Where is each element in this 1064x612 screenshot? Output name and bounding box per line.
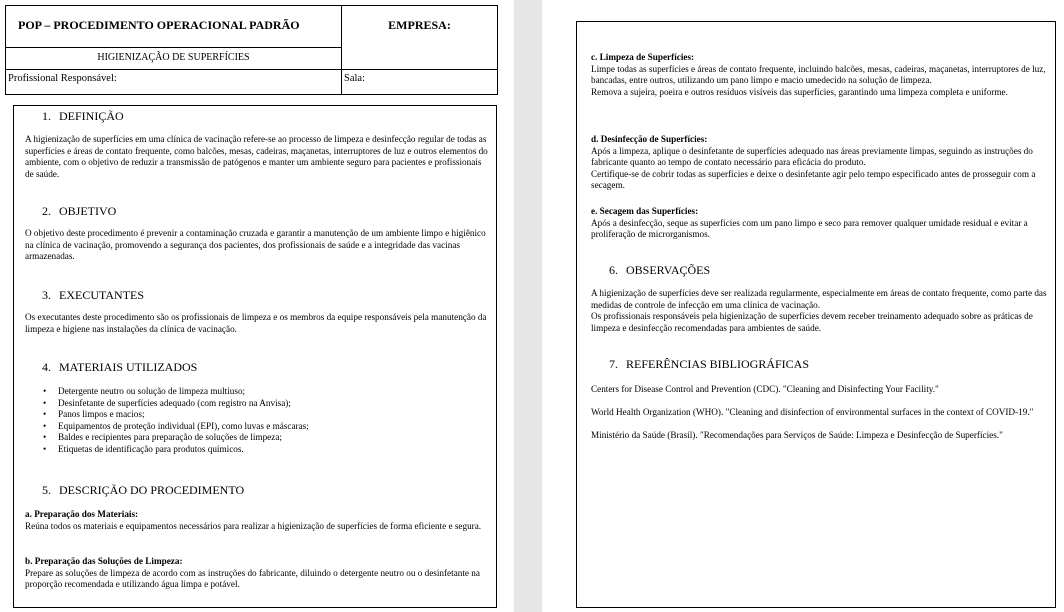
paragraph: Remova a sujeira, poeira e outros resíduos visíveis das superfícies, garantindo uma limpeza completa e uniforme. [591, 86, 1008, 97]
content-box-right [576, 21, 1056, 608]
section-label: OBJETIVO [59, 204, 117, 218]
step-title: d. Desinfecção de Superfícies: [591, 134, 708, 144]
section-title-observacoes [609, 263, 710, 277]
section-number: 1. [42, 109, 51, 123]
section-label: OBSERVAÇÕES [626, 263, 711, 277]
paragraph: A higienização de superfícies deve ser realizada regularmente, especialmente em áreas de contato frequente, como parte das medidas de controle de infecção em uma clínica de vacinação. [591, 288, 1047, 310]
references-list [591, 384, 1047, 453]
section-number: 6. [609, 263, 618, 277]
header-subtitle-cell [5, 47, 342, 70]
paragraph: Após a desinfecção, seque as superfícies com um pano limpo e seco para remover qualquer umidade residual e evitar a proliferação de microrganismos. [591, 217, 1028, 239]
header-room-cell [341, 69, 498, 95]
professional-label: Profissional Responsável: [8, 73, 117, 84]
header-company-cell [341, 5, 498, 70]
procedure-step-a [25, 509, 490, 532]
paragraph: Certifique-se de cobrir todas as superfícies e deixe o desinfetante agir pelo tempo especificado antes de prosseguir com a secagem. [591, 168, 1036, 190]
procedure-step-b [25, 556, 490, 591]
step-title: e. Secagem das Superfícies: [591, 206, 699, 216]
section-text-definicao [25, 134, 490, 180]
section-text-objetivo [25, 228, 490, 263]
paragraph: Reúna todos os materiais e equipamentos necessários para realizar a higienização de superfícies de forma eficiente e segura. [25, 520, 482, 531]
section-text-observacoes [591, 288, 1047, 334]
section-text-executantes [25, 312, 490, 335]
reference-item: World Health Organization (WHO). "Cleaning and disinfection of environmental surfaces in the context of COVID-19." [591, 407, 1034, 417]
step-title: a. Preparação dos Materiais: [25, 509, 139, 519]
procedure-step-d [591, 134, 1047, 192]
content-box-left [13, 105, 497, 608]
materials-list [40, 386, 490, 455]
document-subtitle: HIGIENIZAÇÃO DE SUPERFÍCIES [97, 52, 250, 63]
list-item: • Etiquetas de identificação para produtos químicos. [40, 444, 490, 456]
paragraph: Limpe todas as superfícies e áreas de contato frequente, incluindo balcões, mesas, cadeiras, maçanetas, interruptores de luz, bancadas, entre outros, utilizando um pano limpo e macio umedecido na solução de limpeza. [591, 63, 1046, 85]
section-number: 7. [609, 357, 618, 371]
section-title-materiais [42, 360, 197, 374]
paragraph: O objetivo deste procedimento é prevenir a contaminação cruzada e garantir a manutenção de um ambiente limpo e higiênico na clínica de vacinação, promovendo a segurança dos pacientes, dos profissionais de saúde e a integridade das vacinas armazenadas. [25, 228, 486, 261]
header-title-cell [5, 5, 342, 48]
section-number: 5. [42, 483, 51, 497]
section-number: 3. [42, 288, 51, 302]
procedure-step-c [591, 52, 1047, 98]
section-title-definicao [42, 109, 124, 123]
section-label: EXECUTANTES [59, 288, 145, 302]
document-title: POP – PROCEDIMENTO OPERACIONAL PADRÃO [18, 18, 300, 32]
paragraph: A higienização de superfícies em uma clínica de vacinação refere-se ao processo de limpeza e desinfecção regular de todas as superfícies e áreas de contato frequente, como balcões, mesas, cadeiras, maçanetas, interruptores de luz e outros elementos do ambiente, com o objetivo de reduzir a transmissão de patógenos e manter um ambiente seguro para pacientes e profissionais de saúde. [25, 134, 488, 179]
section-title-descricao [42, 483, 244, 497]
room-label: Sala: [344, 73, 365, 84]
section-title-objetivo [42, 204, 116, 218]
header-professional-cell [5, 69, 342, 95]
paragraph: Após a limpeza, aplique o desinfetante de superfícies adequado nas áreas previamente limpas, seguindo as instruções do fabricante quanto ao tempo de contato necessário para eficácia do produto. [591, 145, 1033, 167]
section-title-executantes [42, 288, 144, 302]
paragraph: Prepare as soluções de limpeza de acordo com as instruções do fabricante, diluindo o detergente neutro ou o desinfetante na proporção recomendada e utilizando água limpa e potável. [25, 567, 480, 589]
step-title: c. Limpeza de Superfícies: [591, 52, 695, 62]
paragraph: Os executantes deste procedimento são os profissionais de limpeza e os membros da equipe responsáveis pela manutenção da limpeza e higiene nas instalações da clínica de vacinação. [25, 312, 487, 334]
procedure-step-e [591, 206, 1047, 241]
company-label: EMPRESA: [388, 18, 451, 32]
step-title: b. Preparação das Soluções de Limpeza: [25, 556, 183, 566]
paragraph: Os profissionais responsáveis pela higienização de superfícies devem receber treinamento adequado sobre as práticas de limpeza e desinfecção recomendadas para ambientes de saúde. [591, 311, 1033, 333]
section-label: MATERIAIS UTILIZADOS [59, 360, 198, 374]
section-title-referencias [609, 357, 809, 371]
reference-item: Centers for Disease Control and Prevention (CDC). "Cleaning and Disinfecting Your Facility." [591, 384, 939, 394]
section-number: 4. [42, 360, 51, 374]
section-number: 2. [42, 204, 51, 218]
section-label: DESCRIÇÃO DO PROCEDIMENTO [59, 483, 245, 497]
document-page-left [0, 0, 514, 612]
section-label: DEFINIÇÃO [59, 109, 124, 123]
reference-item: Ministério da Saúde (Brasil). "Recomendações para Serviços de Saúde: Limpeza e Desinfecção de Superfícies." [591, 430, 1003, 440]
section-label: REFERÊNCIAS BIBLIOGRÁFICAS [626, 357, 810, 371]
list-item: • Detergente neutro ou solução de limpeza multiuso; [40, 386, 490, 398]
list-item: • Baldes e recipientes para preparação de soluções de limpeza; [40, 432, 490, 444]
page-gap [514, 0, 542, 612]
list-item: • Desinfetante de superfícies adequado (com registro na Anvisa); [40, 398, 490, 410]
list-item: • Equipamentos de proteção individual (EPI), como luvas e máscaras; [40, 421, 490, 433]
list-item: • Panos limpos e macios; [40, 409, 490, 421]
